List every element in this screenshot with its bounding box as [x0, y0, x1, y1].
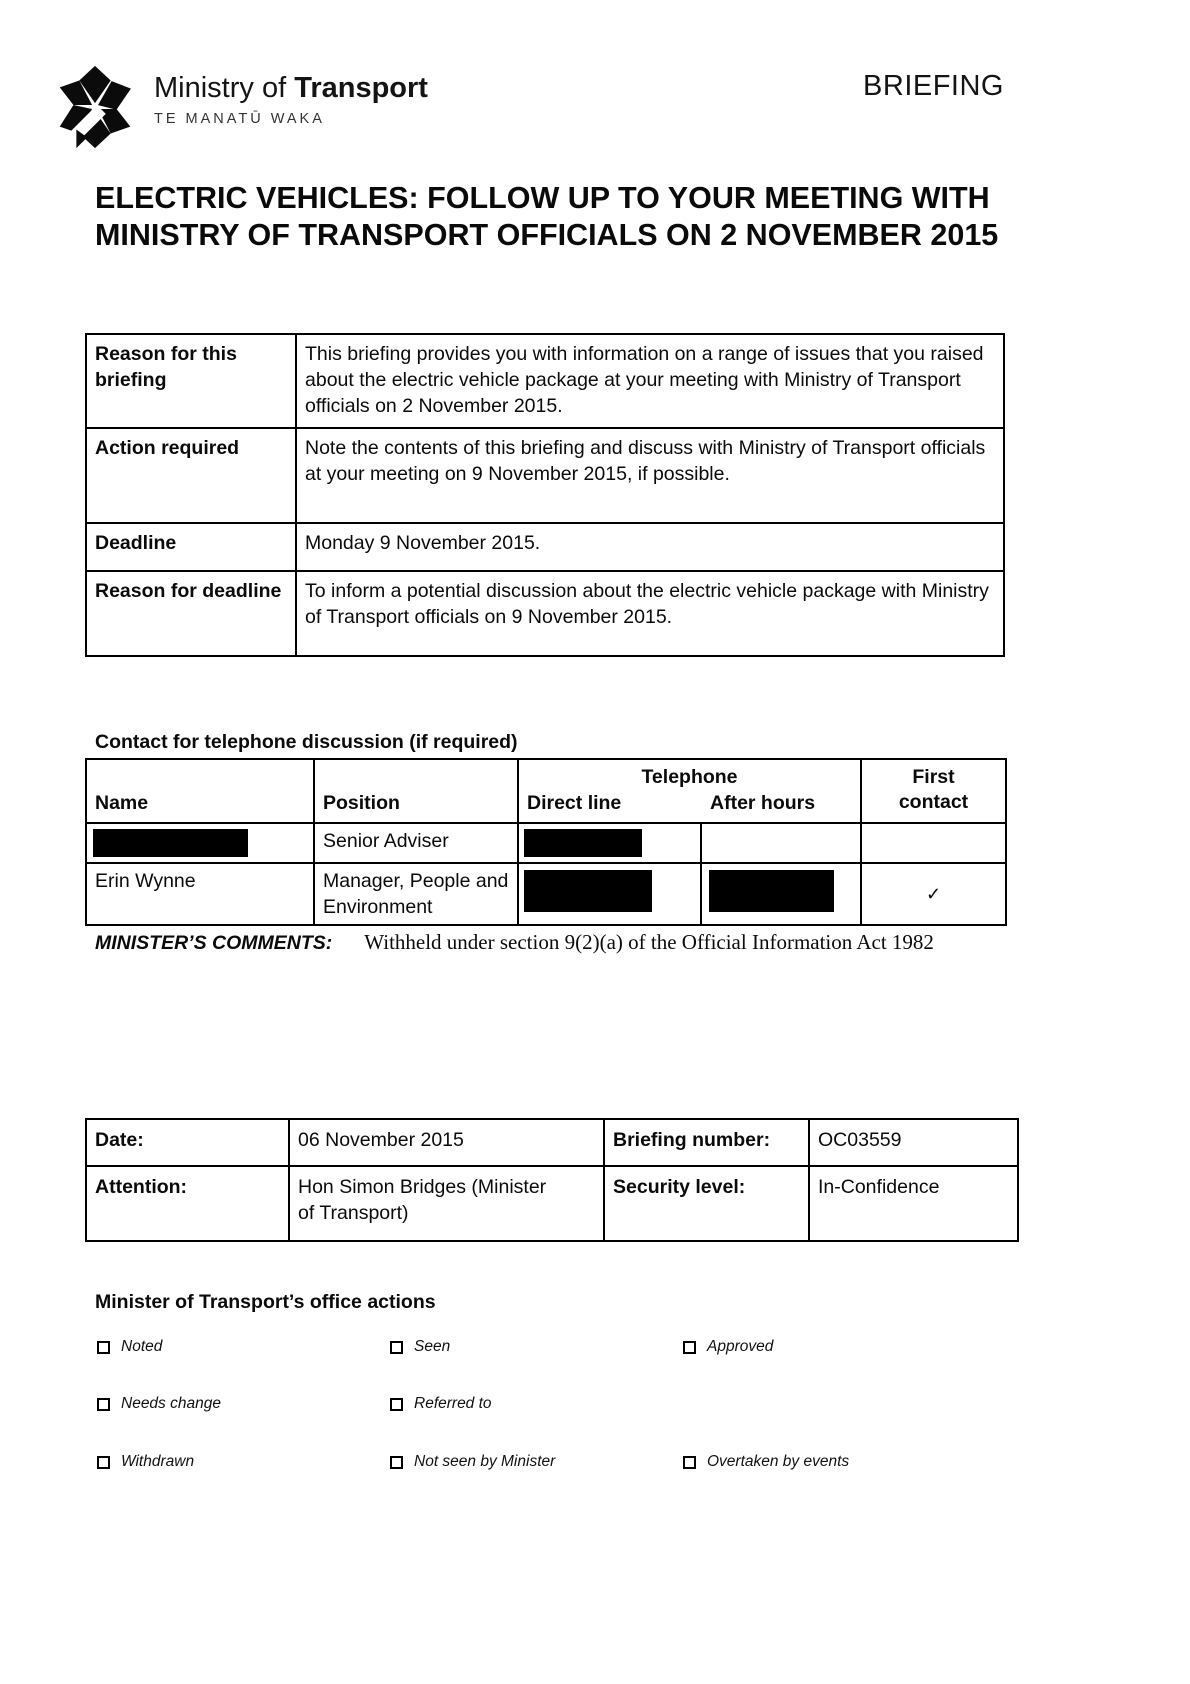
- column-header-name: Name: [86, 759, 314, 823]
- attention-value: [289, 1166, 604, 1241]
- document-meta-table: [85, 1118, 1019, 1242]
- mot-star-logo-icon: [46, 58, 144, 156]
- column-header-first-contact: [861, 759, 1006, 823]
- contact-row: [86, 863, 1006, 925]
- column-header-after-hours: After hours: [710, 792, 816, 814]
- contact-after-hours-cell: [701, 823, 861, 863]
- checkbox-label: Not seen by Minister: [414, 1453, 556, 1470]
- contact-first-contact-cell: [861, 863, 1006, 925]
- contact-position-cell: Manager, People and Environment: [314, 863, 518, 925]
- attention-value-text: Hon Simon Bridges (Minister of Transport): [298, 1176, 547, 1224]
- redaction-box: [524, 829, 642, 857]
- ministers-comments-row: [95, 930, 934, 955]
- checkbox-label: Withdrawn: [121, 1453, 195, 1470]
- contact-row: [86, 823, 1006, 863]
- contact-section-heading: Contact for telephone discussion (if required): [95, 731, 518, 753]
- ministers-comments-withheld-text: Withheld under section 9(2)(a) of the Official Information Act 1982: [364, 930, 934, 954]
- redaction-box: [709, 870, 834, 912]
- checkbox-label: Referred to: [414, 1395, 492, 1412]
- checkbox-icon: [97, 1341, 110, 1354]
- checkbox-option-not-seen-by-minister: [390, 1452, 555, 1472]
- contact-direct-line-cell: [518, 823, 701, 863]
- checkbox-icon: [683, 1341, 696, 1354]
- ministry-logo-text: [154, 58, 428, 127]
- table-row: [86, 571, 1004, 656]
- checkbox-icon: [97, 1398, 110, 1411]
- redaction-box: [524, 870, 652, 912]
- contact-header-row: [86, 759, 1006, 823]
- contact-name-cell: Erin Wynne: [86, 863, 314, 925]
- date-value: 06 November 2015: [289, 1119, 604, 1166]
- summary-content: This briefing provides you with information on a range of issues that you raised about the electric vehicle package at your meeting with Ministry of Transport officials on 2 November 2015.: [296, 334, 1004, 428]
- redaction-box: [93, 829, 248, 857]
- ministry-name-regular: Ministry of: [154, 72, 287, 104]
- checkbox-option-approved: [683, 1337, 773, 1357]
- checkbox-option-overtaken-by-events: [683, 1452, 849, 1472]
- summary-content: To inform a potential discussion about the electric vehicle package with Ministry of Transport officials on 9 November 2015.: [296, 571, 1004, 656]
- telephone-header-label: Telephone: [641, 766, 738, 788]
- attention-label: Attention:: [86, 1166, 289, 1241]
- table-row: [86, 523, 1004, 571]
- contact-direct-line-cell: [518, 863, 701, 925]
- checkbox-option-noted: [97, 1337, 162, 1357]
- summary-label: Action required: [86, 428, 296, 523]
- contact-name-cell: [86, 823, 314, 863]
- telephone-subheaders: [519, 790, 860, 816]
- summary-content: Note the contents of this briefing and discuss with Ministry of Transport officials at your meeting on 9 November 2015, if possible.: [296, 428, 1004, 523]
- document-title: ELECTRIC VEHICLES: FOLLOW UP TO YOUR MEETING WITH MINISTRY OF TRANSPORT OFFICIALS ON 2 NOVEMBER 2015: [95, 181, 999, 252]
- first-contact-header-label: First contact: [898, 766, 969, 813]
- summary-label: Deadline: [86, 523, 296, 571]
- contact-first-contact-cell: [861, 823, 1006, 863]
- briefing-number-label: Briefing number:: [604, 1119, 809, 1166]
- table-row: [86, 428, 1004, 523]
- summary-label: Reason for this briefing: [86, 334, 296, 428]
- checkbox-label: Noted: [121, 1338, 163, 1355]
- ministry-logo: [46, 58, 428, 156]
- office-actions-heading: Minister of Transport’s office actions: [95, 1291, 436, 1313]
- summary-label: Reason for deadline: [86, 571, 296, 656]
- ministers-comments-label: MINISTER’S COMMENTS:: [95, 932, 333, 954]
- checkbox-label: Needs change: [121, 1395, 221, 1412]
- ministry-name: [154, 72, 428, 105]
- checkbox-option-withdrawn: [97, 1452, 194, 1472]
- table-row: [86, 1119, 1018, 1166]
- first-contact-checkmark: ✓: [925, 884, 942, 904]
- column-header-telephone: [518, 759, 861, 823]
- checkbox-label: Overtaken by events: [707, 1453, 850, 1470]
- checkbox-option-seen: [390, 1337, 450, 1357]
- document-type-label: BRIEFING: [863, 70, 1004, 102]
- checkbox-option-needs-change: [97, 1394, 221, 1414]
- briefing-summary-table: [85, 333, 1005, 657]
- contact-after-hours-cell: [701, 863, 861, 925]
- checkbox-icon: [390, 1398, 403, 1411]
- table-row: [86, 1166, 1018, 1241]
- ministry-name-bold: Transport: [294, 72, 428, 104]
- date-label: Date:: [86, 1119, 289, 1166]
- checkbox-icon: [683, 1456, 696, 1469]
- column-header-direct-line: Direct line: [527, 792, 622, 814]
- security-level-label: Security level:: [604, 1166, 809, 1241]
- checkbox-icon: [97, 1456, 110, 1469]
- checkbox-icon: [390, 1341, 403, 1354]
- briefing-number-value: OC03559: [809, 1119, 1018, 1166]
- checkbox-label: Approved: [707, 1338, 774, 1355]
- contact-position-cell: Senior Adviser: [314, 823, 518, 863]
- checkbox-icon: [390, 1456, 403, 1469]
- checkbox-label: Seen: [414, 1338, 451, 1355]
- ministry-maori-name: TE MANATŪ WAKA: [154, 111, 325, 127]
- contact-table: [85, 758, 1007, 926]
- security-level-value: In-Confidence: [809, 1166, 1018, 1241]
- checkbox-option-referred-to: [390, 1394, 492, 1414]
- summary-content: Monday 9 November 2015.: [296, 523, 1004, 571]
- column-header-position: Position: [314, 759, 518, 823]
- table-row: [86, 334, 1004, 428]
